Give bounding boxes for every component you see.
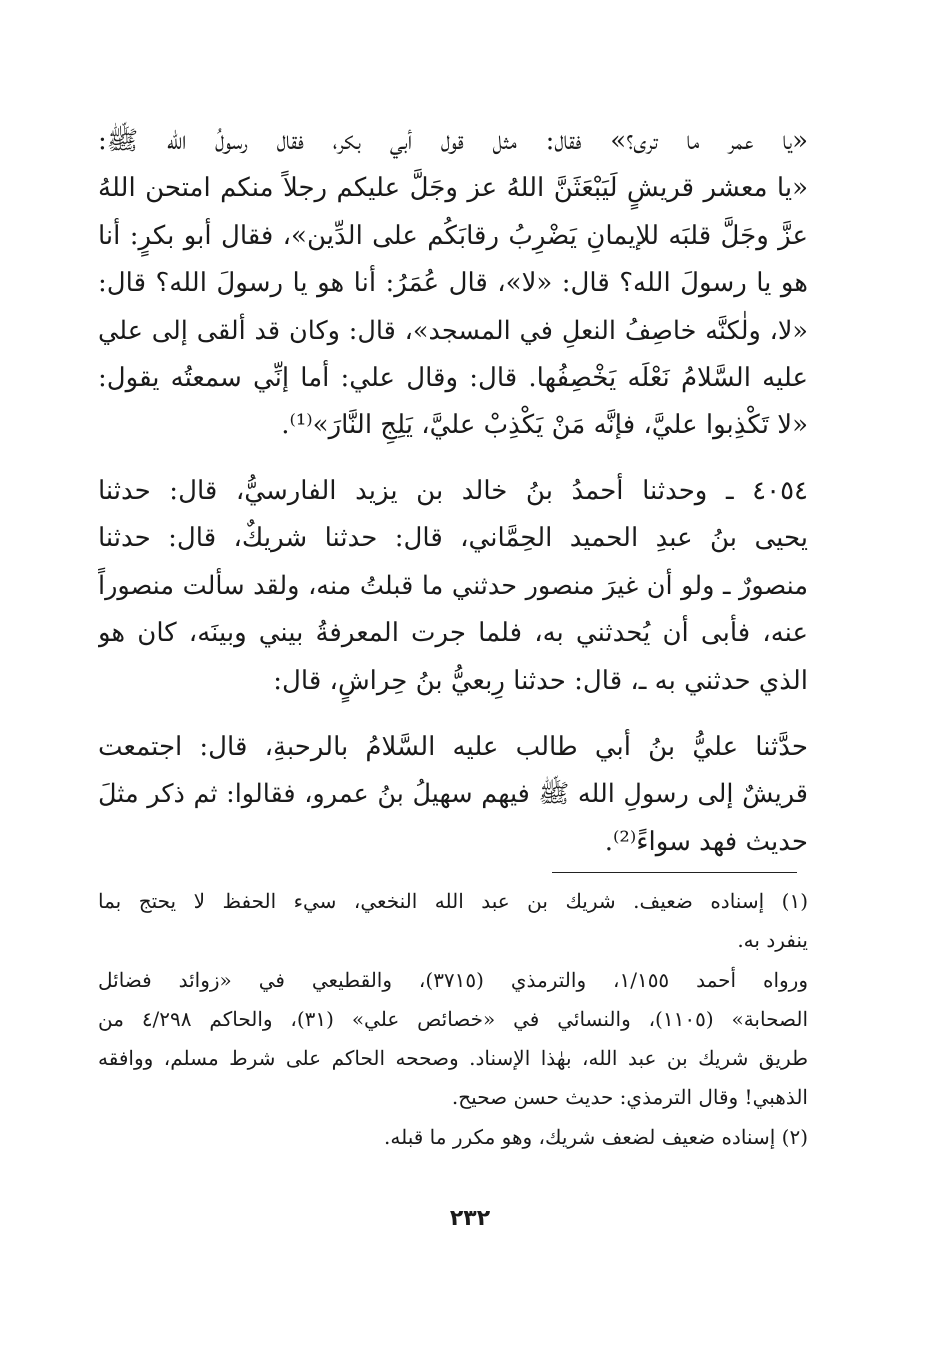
footnote-line: الذهبي! وقال الترمذي: حديث حسن صحيح. — [451, 1085, 808, 1110]
text-line: منصورٌ ـ ولو أن غيرَ منصور حدثني ما قبلتُ منه، ولقد سألت منصوراً — [98, 570, 808, 601]
footnote-separator — [552, 872, 797, 873]
text-line: يحيى بنُ عبدِ الحميد الحِمَّاني، قال: حدثنا شريكٌ، قال: حدثنا — [98, 523, 808, 554]
footnote-line: (١) إسناده ضعيف. شريك بن عبد الله النخعي، سيء الحفظ لا يحتج بما — [98, 889, 808, 913]
text-line: حديث فهد سواءً⁽²⁾. — [604, 826, 808, 857]
text-line: هو يا رسولَ الله؟ قال: «لا»، قال عُمَرُ: أنا هو يا رسولَ الله؟ قال: — [98, 268, 808, 299]
text-line: قريشٌ إلى رسولِ الله ﷺ فيهم سهيلُ بنُ عمرو، فقالوا: ثم ذكر مثلَ — [98, 779, 808, 810]
text-line: حدَّثنا عليُّ بنُ أبي طالب عليه السَّلامُ بالرحبةِ، قال: اجتمعت — [98, 732, 808, 762]
text-line: «لا تَكْذِبوا عليَّ، فإنَّه مَنْ يَكْذِبْ عليَّ، يَلِجِ النَّارَ»⁽¹⁾. — [281, 410, 808, 441]
paragraph-hadith-continuation — [98, 118, 808, 450]
footnote-line: طريق شريك بن عبد الله، بهٰذا الإسناد. وصححه الحاكم على شرط مسلم، ووافقه — [98, 1046, 808, 1071]
paragraph-hadith-4054 — [98, 468, 808, 705]
text-line: «يا عمر ما ترى؟» فقال: مثل قول أبي بكر، فقال رسولُ الله ﷺ: — [98, 126, 808, 156]
text-line: «يا معشر قريشٍ لَيَبْعَثَنَّ اللهُ عز وجَلَّ عليكم رجلاً منكم امتحن اللهُ — [98, 173, 808, 204]
footnotes — [98, 882, 808, 1157]
text-line: عليه السَّلامُ نَعْلَه يَخْصِفُها. قال: وقال علي: أما إنِّي سمعتُه يقول: — [98, 362, 808, 393]
text-line: عنه، فأبى أن يُحدثني به، فلما جرت المعرفةُ بيني وبينَه، كان هو — [98, 618, 808, 649]
text-line: عزَّ وجَلَّ قلبَه للإيمانِ يَضْرِبُ رقابَكُم على الدِّين»، فقال أبو بكرٍ: أنا — [98, 220, 808, 251]
footnote-line: ينفرد به. — [737, 928, 808, 953]
footnote-line: (٢) إسناده ضعيف لضعف شريك، وهو مكرر ما قبله. — [384, 1124, 808, 1149]
footnote-line: الصحابة» (١١٠٥)، والنسائي في «خصائص علي» (٣١)، والحاكم ٤/٢٩٨ من — [98, 1006, 808, 1031]
footnote-line: ورواه أحمد ١/١٥٥، والترمذي (٣٧١٥)، والقطيعي في «زوائد فضائل — [98, 967, 808, 992]
paragraph-hadith-narration — [98, 724, 808, 866]
text-line: ٤٠٥٤ ـ وحدثنا أحمدُ بنُ خالد بن يزيد الفارسيُّ، قال: حدثنا — [98, 476, 808, 506]
text-line: «لا، ولٰكنَّه خاصِفُ النعلِ في المسجد»، قال: وكان قد ألقى إلى علي — [98, 315, 808, 346]
page-number: ٢٣٢ — [449, 1206, 491, 1231]
text-line: الذي حدثني به ـ، قال: حدثنا رِبعيُّ بنُ حِراشٍ، قال: — [273, 665, 808, 696]
